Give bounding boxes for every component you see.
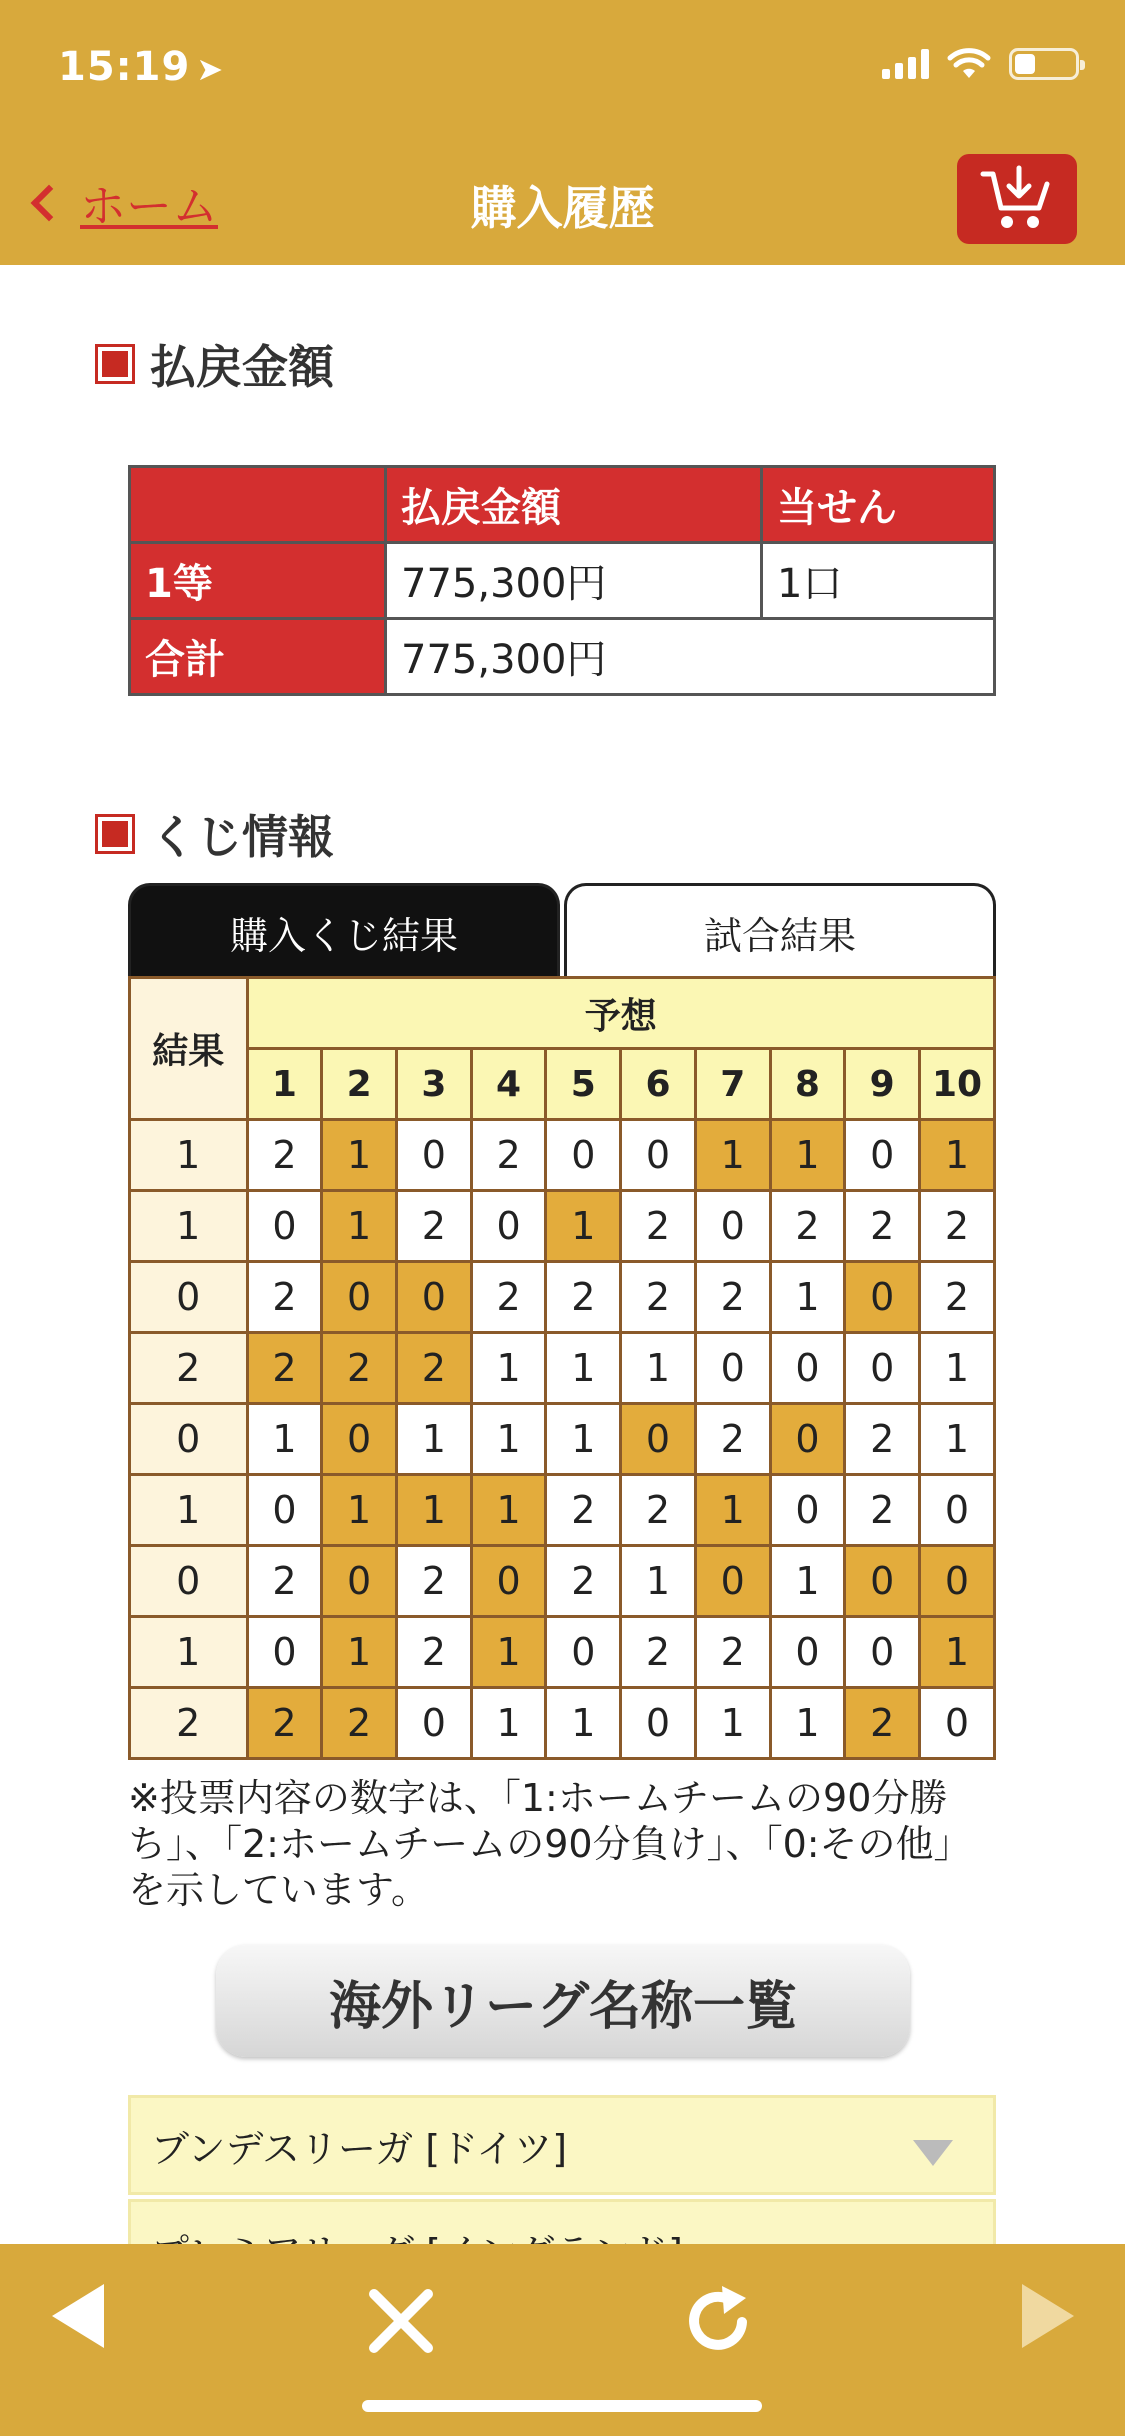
payout-row: [130, 543, 995, 619]
pick-cell: 0: [770, 1617, 845, 1688]
pick-cell: 2: [695, 1262, 770, 1333]
prediction-row: [130, 1333, 995, 1404]
pick-cell: 1: [546, 1404, 621, 1475]
pick-cell: 1: [770, 1546, 845, 1617]
column-number: 2: [322, 1049, 397, 1120]
pick-cell: 0: [695, 1546, 770, 1617]
pick-cell: 0: [396, 1120, 471, 1191]
pick-cell: 1: [471, 1404, 546, 1475]
pick-cell: 2: [920, 1262, 995, 1333]
pick-cell: 2: [396, 1191, 471, 1262]
result-header: 結果: [130, 978, 248, 1120]
column-number-row: [130, 1049, 995, 1120]
league-item[interactable]: [128, 2095, 996, 2195]
column-number: 1: [247, 1049, 322, 1120]
pick-cell: 0: [247, 1475, 322, 1546]
pick-cell: 1: [621, 1546, 696, 1617]
prediction-row: [130, 1262, 995, 1333]
pick-cell: 0: [322, 1262, 397, 1333]
result-cell: 1: [130, 1475, 248, 1546]
column-number: 7: [695, 1049, 770, 1120]
pick-cell: 2: [621, 1617, 696, 1688]
tab-match-results[interactable]: 試合結果: [564, 883, 996, 978]
pick-cell: 1: [396, 1404, 471, 1475]
result-cell: 2: [130, 1333, 248, 1404]
prediction-row: [130, 1404, 995, 1475]
result-cell: 0: [130, 1262, 248, 1333]
triangle-down-icon: [913, 2140, 953, 2166]
pick-cell: 2: [621, 1191, 696, 1262]
prediction-header-row: [130, 978, 995, 1049]
pick-cell: 2: [396, 1546, 471, 1617]
pick-cell: 2: [247, 1262, 322, 1333]
wifi-icon: [947, 48, 991, 80]
pick-cell: 2: [920, 1191, 995, 1262]
column-number: 8: [770, 1049, 845, 1120]
pick-cell: 2: [247, 1333, 322, 1404]
pick-cell: 2: [471, 1120, 546, 1191]
pick-cell: 1: [770, 1688, 845, 1759]
pick-cell: 2: [546, 1262, 621, 1333]
pick-cell: 0: [396, 1262, 471, 1333]
battery-icon: [1009, 48, 1079, 80]
payout-header-row: [130, 467, 995, 543]
pick-cell: 2: [695, 1404, 770, 1475]
pick-cell: 2: [845, 1475, 920, 1546]
status-bar: [0, 0, 1125, 140]
square-bullet-icon: [98, 347, 132, 381]
prediction-table: [128, 976, 996, 1760]
pick-cell: 0: [845, 1617, 920, 1688]
cart-icon: [979, 166, 1055, 232]
location-arrow-icon: ➤: [196, 50, 225, 88]
result-cell: 1: [130, 1120, 248, 1191]
pick-cell: 0: [695, 1191, 770, 1262]
pick-cell: 0: [770, 1333, 845, 1404]
pick-cell: 0: [546, 1120, 621, 1191]
column-number: 10: [920, 1049, 995, 1120]
pick-cell: 1: [770, 1120, 845, 1191]
prediction-row: [130, 1120, 995, 1191]
status-icons: [882, 48, 1079, 80]
pick-cell: 1: [546, 1688, 621, 1759]
pick-cell: 2: [845, 1191, 920, 1262]
pick-cell: 0: [471, 1546, 546, 1617]
lottery-heading-text: くじ情報: [150, 810, 334, 864]
pick-cell: 1: [546, 1191, 621, 1262]
main-content: [0, 265, 1125, 2245]
result-cell: 1: [130, 1617, 248, 1688]
pick-cell: 0: [845, 1262, 920, 1333]
payout-total-amount: 775,300円: [386, 619, 995, 695]
pick-cell: 0: [845, 1120, 920, 1191]
pick-cell: 2: [247, 1546, 322, 1617]
column-number: 3: [396, 1049, 471, 1120]
pick-cell: 1: [546, 1333, 621, 1404]
pick-cell: 0: [621, 1120, 696, 1191]
payout-header-wins: 当せん: [762, 467, 995, 543]
payout-total-row: [130, 619, 995, 695]
pick-cell: 2: [471, 1262, 546, 1333]
pick-cell: 0: [322, 1546, 397, 1617]
pick-cell: 2: [621, 1262, 696, 1333]
pick-cell: 0: [546, 1617, 621, 1688]
pick-cell: 0: [920, 1546, 995, 1617]
status-time: [58, 44, 224, 90]
pick-cell: 1: [322, 1191, 397, 1262]
pick-cell: 0: [621, 1688, 696, 1759]
status-time-text: 15:19: [58, 44, 191, 90]
pick-cell: 2: [546, 1475, 621, 1546]
prediction-header: 予想: [247, 978, 994, 1049]
league-list-button[interactable]: 海外リーグ名称一覧: [216, 1945, 910, 2057]
pick-cell: 0: [396, 1688, 471, 1759]
pick-cell: 2: [695, 1617, 770, 1688]
result-cell: 1: [130, 1191, 248, 1262]
prediction-row: [130, 1475, 995, 1546]
tab-purchased-results[interactable]: 購入くじ結果: [128, 883, 560, 978]
square-bullet-icon: [98, 817, 132, 851]
pick-cell: 2: [322, 1333, 397, 1404]
pick-cell: 1: [322, 1120, 397, 1191]
pick-cell: 1: [770, 1262, 845, 1333]
pick-cell: 2: [621, 1475, 696, 1546]
pick-cell: 0: [471, 1191, 546, 1262]
payout-row-amount: 775,300円: [386, 543, 762, 619]
pick-cell: 0: [695, 1333, 770, 1404]
prediction-row: [130, 1546, 995, 1617]
column-number: 9: [845, 1049, 920, 1120]
result-cell: 0: [130, 1404, 248, 1475]
lottery-heading: [98, 801, 334, 867]
prediction-row: [130, 1191, 995, 1262]
signal-icon: [882, 49, 929, 79]
cart-button[interactable]: [957, 154, 1077, 244]
pick-cell: 1: [322, 1617, 397, 1688]
prediction-row: [130, 1617, 995, 1688]
pick-cell: 1: [471, 1688, 546, 1759]
payout-header-amount: 払戻金額: [386, 467, 762, 543]
pick-cell: 1: [471, 1333, 546, 1404]
pick-cell: 0: [247, 1617, 322, 1688]
payout-heading: [98, 331, 334, 397]
payout-row-wins: 1口: [762, 543, 995, 619]
home-indicator: [362, 2400, 762, 2412]
pick-cell: 1: [396, 1475, 471, 1546]
pick-cell: 2: [770, 1191, 845, 1262]
column-number: 4: [471, 1049, 546, 1120]
forward-arrow-icon: [1018, 2280, 1078, 2352]
pick-cell: 2: [396, 1333, 471, 1404]
lottery-tabs: [128, 883, 996, 978]
back-arrow-icon[interactable]: [48, 2280, 108, 2352]
result-cell: 0: [130, 1546, 248, 1617]
pick-cell: 1: [322, 1475, 397, 1546]
pick-cell: 0: [920, 1688, 995, 1759]
column-number: 6: [621, 1049, 696, 1120]
close-icon[interactable]: [368, 2288, 434, 2354]
back-label: ホーム: [80, 179, 218, 233]
payout-header-empty: [130, 467, 386, 543]
nav-bar: [0, 140, 1125, 265]
pick-cell: 2: [845, 1688, 920, 1759]
pick-cell: 1: [920, 1617, 995, 1688]
payout-total-label: 合計: [130, 619, 386, 695]
pick-cell: 0: [247, 1191, 322, 1262]
payout-row-label: 1等: [130, 543, 386, 619]
payout-table: [128, 465, 996, 696]
pick-cell: 1: [920, 1333, 995, 1404]
pick-cell: 2: [845, 1404, 920, 1475]
result-cell: 2: [130, 1688, 248, 1759]
pick-cell: 0: [322, 1404, 397, 1475]
pick-cell: 1: [471, 1475, 546, 1546]
column-number: 5: [546, 1049, 621, 1120]
page-title: 購入履歴: [470, 181, 655, 235]
pick-cell: 2: [546, 1546, 621, 1617]
pick-cell: 0: [845, 1333, 920, 1404]
pick-cell: 0: [920, 1475, 995, 1546]
pick-cell: 2: [396, 1617, 471, 1688]
pick-cell: 0: [621, 1404, 696, 1475]
payout-heading-text: 払戻金額: [150, 340, 334, 394]
pick-cell: 1: [621, 1333, 696, 1404]
pick-cell: 2: [247, 1688, 322, 1759]
reload-icon[interactable]: [682, 2284, 756, 2358]
pick-cell: 1: [247, 1404, 322, 1475]
pick-cell: 1: [920, 1404, 995, 1475]
prediction-row: [130, 1688, 995, 1759]
pick-cell: 1: [695, 1688, 770, 1759]
pick-cell: 0: [770, 1475, 845, 1546]
pick-cell: 1: [920, 1120, 995, 1191]
note-text: ※投票内容の数字は、「1:ホームチームの90分勝ち」、「2:ホームチームの90分負け」、「0:その他」を示しています。: [128, 1776, 972, 1912]
pick-cell: 0: [845, 1546, 920, 1617]
pick-cell: 1: [471, 1617, 546, 1688]
pick-cell: 1: [695, 1120, 770, 1191]
pick-cell: 2: [247, 1120, 322, 1191]
pick-cell: 0: [770, 1404, 845, 1475]
league-item-label: ブンデスリーガ [ドイツ]: [151, 2126, 568, 2171]
pick-cell: 2: [322, 1688, 397, 1759]
pick-cell: 1: [695, 1475, 770, 1546]
